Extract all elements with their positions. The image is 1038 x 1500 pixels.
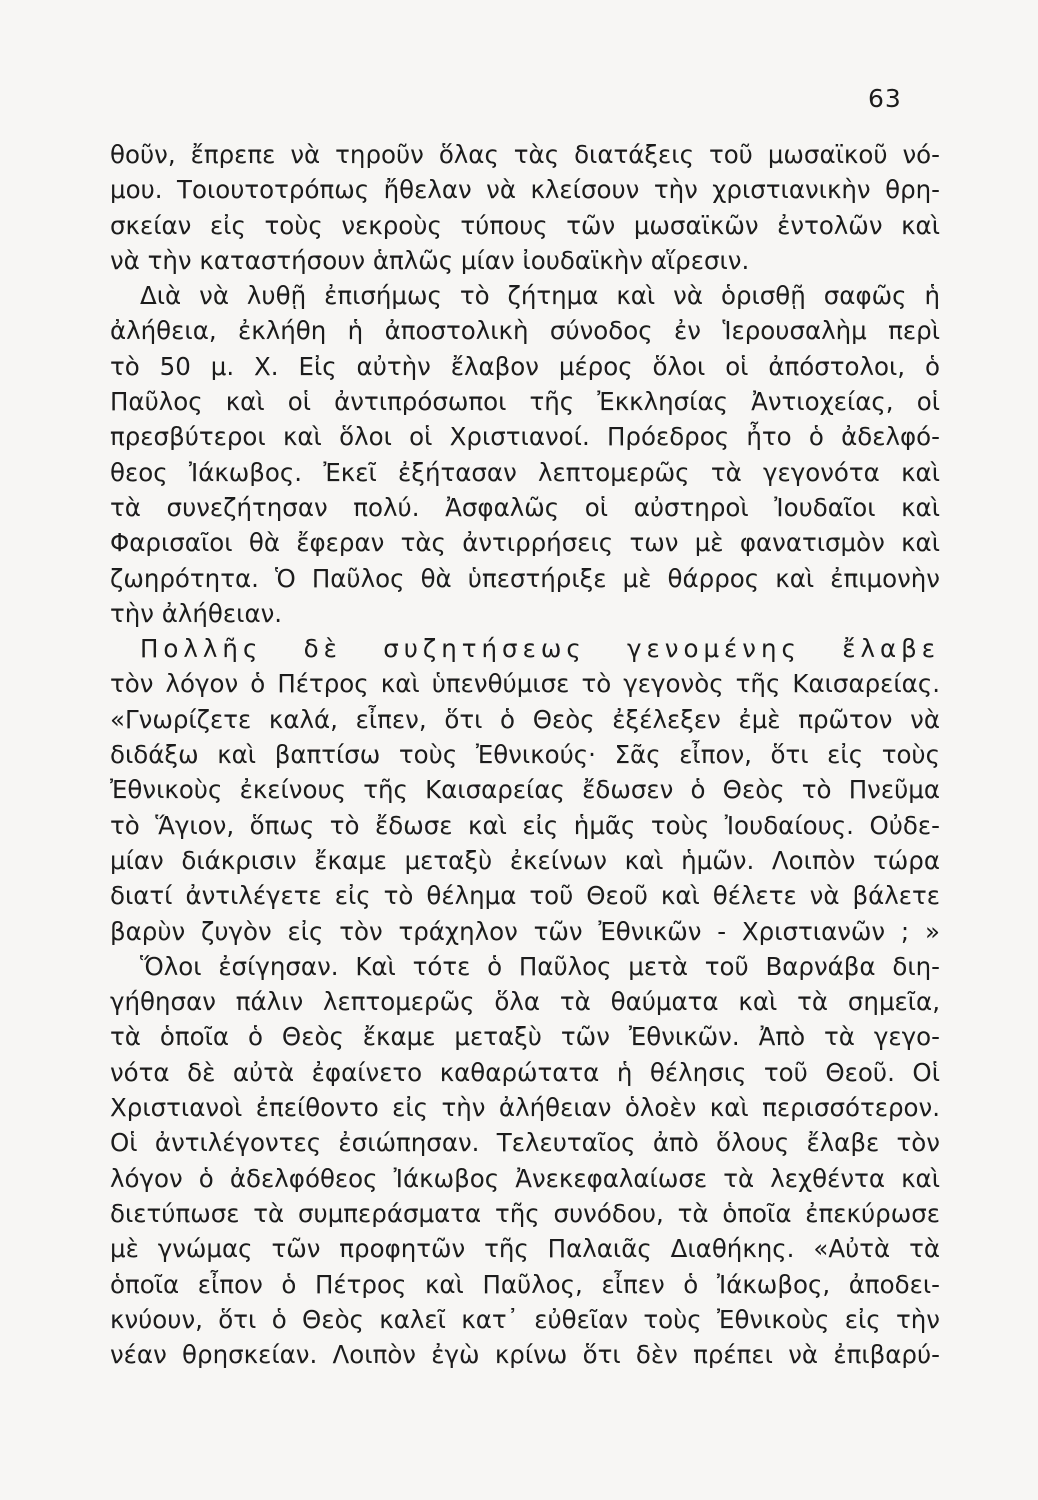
text-line: πρεσβύτεροι καὶ ὅλοι οἱ Χριστιανοί. Πρόεδρος ἦτο ὁ ἀδελφό- [110, 422, 940, 452]
text-line: νέαν θρησκείαν. Λοιπὸν ἐγὼ κρίνω ὅτι δὲν πρέπει νὰ ἐπιβαρύ- [110, 1340, 940, 1370]
text-line: τὰ συνεζήτησαν πολύ. Ἀσφαλῶς οἱ αὐστηροὶ Ἰουδαῖοι καὶ [110, 492, 940, 522]
text-line: σκείαν εἰς τοὺς νεκροὺς τύπους τῶν μωσαϊκῶν ἐντολῶν καὶ [110, 210, 940, 240]
text-line: ζωηρότητα. Ὁ Παῦλος θὰ ὑπεστήριξε μὲ θάρρος καὶ ἐπιμονὴν [110, 563, 940, 593]
text-line: Ὅλοι ἐσίγησαν. Καὶ τότε ὁ Παῦλος μετὰ τοῦ Βαρνάβα διη- [140, 951, 940, 981]
text-line: βαρὺν ζυγὸν εἰς τὸν τράχηλον τῶν Ἐθνικῶν - Χριστιανῶν ; » [110, 916, 940, 946]
text-line: τὸ Ἅγιον, ὅπως τὸ ἔδωσε καὶ εἰς ἡμᾶς τοὺς Ἰουδαίους. Οὐδε- [110, 810, 940, 840]
text-line: μου. Τοιουτοτρόπως ἤθελαν νὰ κλείσουν τὴν χριστιανικὴν θρη- [110, 175, 940, 205]
text-line: Φαρισαῖοι θὰ ἔφεραν τὰς ἀντιρρήσεις των μὲ φανατισμὸν καὶ [110, 528, 940, 558]
text-line: «Γνωρίζετε καλά, εἶπεν, ὅτι ὁ Θεὸς ἐξέλεξεν ἐμὲ πρῶτον νὰ [110, 704, 940, 734]
text-line: νὰ τὴν καταστήσουν ἁπλῶς μίαν ἰουδαϊκὴν αἵρεσιν. [110, 245, 750, 275]
text-line: θεος Ἰάκωβος. Ἐκεῖ ἐξήτασαν λεπτομερῶς τὰ γεγονότα καὶ [110, 457, 940, 487]
text-line: νότα δὲ αὐτὰ ἐφαίνετο καθαρώτατα ἡ θέλησις τοῦ Θεοῦ. Οἱ [110, 1057, 940, 1087]
text-line: Οἱ ἀντιλέγοντες ἐσιώπησαν. Τελευταῖος ἀπὸ ὅλους ἔλαβε τὸν [110, 1128, 940, 1158]
text-line: τὸ 50 μ. Χ. Εἰς αὐτὴν ἔλαβον μέρος ὅλοι οἱ ἀπόστολοι, ὁ [110, 351, 940, 381]
text-line: ὁποῖα εἶπον ὁ Πέτρος καὶ Παῦλος, εἶπεν ὁ Ἰάκωβος, ἀποδει- [110, 1269, 940, 1299]
text-line: θοῦν, ἔπρεπε νὰ τηροῦν ὅλας τὰς διατάξεις τοῦ μωσαϊκοῦ νό- [110, 140, 940, 169]
text-line: μὲ γνώμας τῶν προφητῶν τῆς Παλαιᾶς Διαθήκης. «Αὐτὰ τὰ [110, 1234, 940, 1264]
body-text [110, 137, 940, 1372]
page-number: 63 [868, 84, 902, 113]
text-line: διετύπωσε τὰ συμπεράσματα τῆς συνόδου, τὰ ὁποῖα ἐπεκύρωσε [110, 1198, 940, 1228]
text-line: διατί ἀντιλέγετε εἰς τὸ θέλημα τοῦ Θεοῦ καὶ θέλετε νὰ βάλετε [110, 881, 940, 911]
text-line: Διὰ νὰ λυθῇ ἐπισήμως τὸ ζήτημα καὶ νὰ ὁρισθῇ σαφῶς ἡ [140, 281, 940, 311]
text-line: Ἐθνικοὺς ἐκείνους τῆς Καισαρείας ἔδωσεν ὁ Θεὸς τὸ Πνεῦμα [110, 775, 940, 805]
text-line: διδάξω καὶ βαπτίσω τοὺς Ἐθνικούς· Σᾶς εἶπον, ὅτι εἰς τοὺς [110, 740, 940, 770]
text-line: λόγον ὁ ἀδελφόθεος Ἰάκωβος Ἀνεκεφαλαίωσε τὰ λεχθέντα καὶ [110, 1163, 940, 1193]
text-line: μίαν διάκρισιν ἔκαμε μεταξὺ ἐκείνων καὶ ἡμῶν. Λοιπὸν τώρα [110, 845, 940, 875]
text-line: τὸν λόγον ὁ Πέτρος καὶ ὑπενθύμισε τὸ γεγονὸς τῆς Καισαρείας. [110, 669, 940, 699]
text-line: τὰ ὁποῖα ὁ Θεὸς ἔκαμε μεταξὺ τῶν Ἐθνικῶν. Ἀπὸ τὰ γεγο- [110, 1022, 940, 1052]
text-line: Πολλῆς δὲ συζητήσεως γενομένης ἔλαβε [140, 634, 940, 664]
text-line: γήθησαν πάλιν λεπτομερῶς ὅλα τὰ θαύματα καὶ τὰ σημεῖα, [110, 987, 940, 1017]
text-line: ἀλήθεια, ἐκλήθη ἡ ἀποστολικὴ σύνοδος ἐν Ἱερουσαλὴμ περὶ [110, 316, 940, 346]
text-line: Παῦλος καὶ οἱ ἀντιπρόσωποι τῆς Ἐκκλησίας Ἀντιοχείας, οἱ [110, 387, 940, 417]
text-line: Χριστιανοὶ ἐπείθοντο εἰς τὴν ἀλήθειαν ὁλοὲν καὶ περισσότερον. [110, 1093, 940, 1123]
text-line: κνύουν, ὅτι ὁ Θεὸς καλεῖ κατ᾽ εὐθεῖαν τοὺς Ἐθνικοὺς εἰς τὴν [110, 1304, 940, 1334]
text-line: τὴν ἀλήθειαν. [110, 598, 283, 628]
